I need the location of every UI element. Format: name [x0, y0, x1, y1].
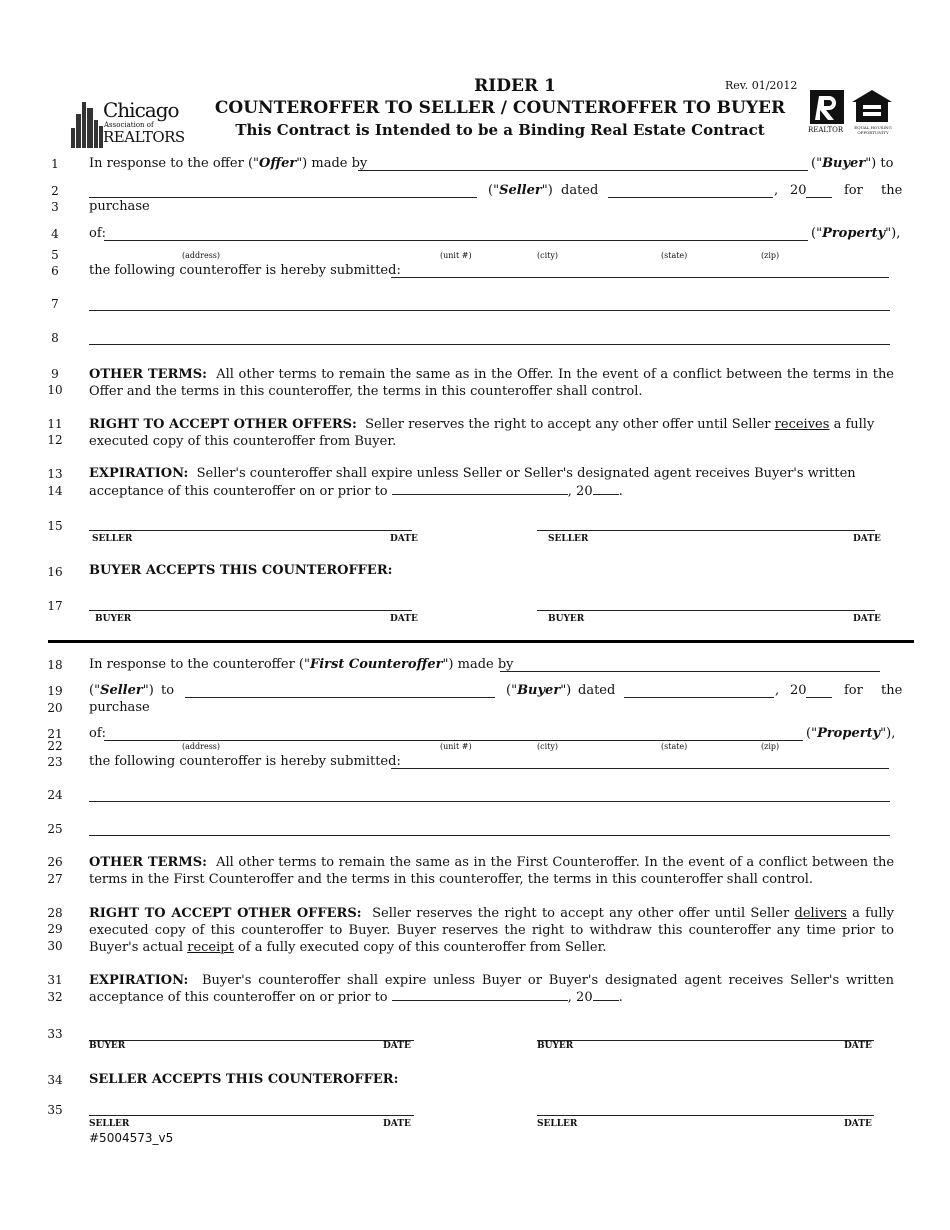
sig-label-date: DATE — [844, 1041, 872, 1051]
s1-property-address-field[interactable] — [104, 240, 808, 241]
s2-intro-text — [89, 657, 514, 672]
s2-first-counteroffer-term: First Counteroffer — [309, 657, 443, 672]
s1-property-label — [811, 226, 900, 241]
line-number: 4 — [51, 227, 59, 241]
of-label: of: — [89, 226, 107, 241]
s2-counteroffer-field-1[interactable] — [391, 768, 889, 769]
s2-submitted-text: the following counteroffer is hereby submitted: — [89, 754, 401, 769]
s1-accept-heading: BUYER ACCEPTS THIS COUNTEROFFER: — [89, 563, 393, 578]
sig-label-buyer: BUYER — [548, 614, 585, 624]
sig-label-date: DATE — [853, 614, 881, 624]
s1-seller-label — [488, 183, 553, 198]
section-divider — [48, 640, 914, 643]
page-tagline: This Contract is Intended to be a Binding Real Estate Contract — [235, 121, 765, 139]
comma: , — [567, 990, 572, 1005]
open-quote: (" — [89, 683, 101, 698]
unit-label: (unit #) — [440, 742, 472, 751]
s1-counteroffer-field-2[interactable] — [89, 310, 890, 311]
line-number: 26 — [47, 855, 63, 869]
purchase-word: purchase — [89, 199, 150, 214]
address-label: (address) — [182, 742, 221, 751]
line-number: 27 — [47, 872, 63, 886]
line-number: 1 — [51, 157, 59, 171]
s2-seller-label — [89, 683, 154, 698]
s1-intro-mid: ") made by — [296, 156, 368, 171]
line-number: 11 — [47, 417, 63, 431]
year-prefix: 20 — [790, 183, 807, 198]
s2-intro-mid: ") made by — [442, 657, 514, 672]
close-quote: ") — [865, 156, 877, 171]
line-number: 24 — [47, 788, 63, 802]
state-label: (state) — [661, 251, 688, 260]
sig-label-date: DATE — [853, 534, 881, 544]
to-word: to — [161, 683, 175, 698]
s2-made-by-field[interactable] — [500, 671, 880, 672]
sig-label-seller: SELLER — [537, 1119, 578, 1129]
line-number: 34 — [47, 1073, 63, 1087]
s2-expiration-date-field[interactable] — [392, 989, 568, 1001]
s1-right-to-accept — [89, 416, 879, 450]
line-number: 30 — [47, 939, 63, 953]
year-prefix: 20 — [790, 683, 807, 698]
s1-intro-text — [89, 156, 367, 171]
skyline-icon — [70, 96, 104, 148]
line-number: 28 — [47, 906, 63, 920]
s2-right-to-accept — [89, 905, 894, 956]
line-number: 19 — [47, 684, 63, 698]
sig-label-seller: SELLER — [92, 534, 133, 544]
line-number: 2 — [51, 184, 59, 198]
s2-right-body-u: delivers — [794, 906, 847, 921]
s1-submitted-text: the following counteroffer is hereby submitted: — [89, 263, 401, 278]
s1-offer-made-by-field[interactable] — [358, 170, 808, 171]
line-number: 25 — [47, 822, 63, 836]
document-id: #5004573_v5 — [89, 1131, 174, 1145]
s1-right-body-b: a fully executed copy of this counteroffer from Buyer. — [89, 417, 875, 449]
page-title: RIDER 1 — [474, 76, 556, 96]
realtor-logo — [808, 88, 846, 136]
property-term: Property — [822, 226, 886, 241]
page-subtitle: COUNTEROFFER TO SELLER / COUNTEROFFER TO BUYER — [214, 98, 786, 118]
line-number: 9 — [51, 367, 59, 381]
logo-line3: REALTORS — [103, 128, 185, 146]
close-quote: ") — [541, 183, 553, 198]
s2-right-body-u2: receipt — [187, 940, 234, 955]
line-number: 5 — [51, 248, 59, 262]
s1-right-head: RIGHT TO ACCEPT OTHER OFFERS: — [89, 417, 357, 432]
open-quote: (" — [811, 226, 823, 241]
comma: , — [775, 683, 780, 698]
s2-buyer-name-field[interactable] — [185, 697, 495, 698]
line-number: 10 — [47, 383, 63, 397]
s1-other-terms — [89, 366, 894, 400]
address-label: (address) — [182, 251, 221, 260]
s2-seller-signature-1[interactable] — [89, 1115, 414, 1116]
s2-year-field[interactable] — [806, 697, 832, 698]
s1-counteroffer-field-1[interactable] — [391, 277, 889, 278]
s1-seller-signature-2[interactable] — [537, 530, 875, 531]
for-the-text: for the — [844, 183, 903, 198]
comma: , — [774, 183, 779, 198]
logo-line1: Chicago — [103, 98, 179, 122]
s2-right-body-c: of a fully executed copy of this counteroffer from Seller. — [237, 940, 607, 955]
sig-label-date: DATE — [383, 1041, 411, 1051]
line-number: 15 — [47, 519, 63, 533]
s1-seller-name-field[interactable] — [89, 197, 477, 198]
sig-label-buyer: BUYER — [89, 1041, 126, 1051]
period: . — [618, 484, 623, 499]
s1-year-field[interactable] — [806, 197, 832, 198]
s1-right-body-a: Seller reserves the right to accept any other offer until Seller — [365, 417, 771, 432]
comma: , — [896, 226, 901, 241]
s1-intro-prefix: In response to the offer (" — [89, 156, 259, 171]
s1-other-terms-head: OTHER TERMS: — [89, 367, 207, 382]
open-quote: (" — [506, 683, 518, 698]
s2-exp-body-a: Buyer's counteroffer shall expire unless Buyer or Buyer's designated agent receives Seller's written acceptance of this counteroffer on or prior to — [89, 973, 894, 1005]
open-quote: (" — [811, 156, 823, 171]
line-number: 33 — [47, 1027, 63, 1041]
buyer-term: Buyer — [822, 156, 866, 171]
open-quote: (" — [806, 726, 818, 741]
sig-label-buyer: BUYER — [537, 1041, 574, 1051]
eho-text: EQUAL HOUSING OPPORTUNITY — [854, 125, 892, 135]
s1-buyer-label — [811, 156, 893, 171]
s1-counteroffer-field-3[interactable] — [89, 344, 890, 345]
close-quote: ") — [560, 683, 572, 698]
s2-buyer-signature-2[interactable] — [537, 1040, 874, 1041]
close-quote: ") — [142, 683, 154, 698]
s1-expiration-year-field[interactable] — [593, 483, 619, 495]
line-number: 8 — [51, 331, 59, 345]
revision-label: Rev. 01/2012 — [725, 79, 798, 92]
s1-exp-head: EXPIRATION: — [89, 466, 189, 481]
s1-expiration-line2 — [89, 483, 623, 499]
s1-expiration — [89, 466, 856, 481]
s2-seller-signature-2[interactable] — [537, 1115, 874, 1116]
seller-term: Seller — [499, 183, 542, 198]
s2-property-label — [806, 726, 895, 741]
s2-right-head: RIGHT TO ACCEPT OTHER OFFERS: — [89, 906, 362, 921]
equal-housing-logo — [850, 88, 896, 136]
s2-right-body-b: a fully executed copy of this counteroffer to Buyer. Buyer reserves the right to withdraw this counteroffer any time prior to Buyer's actual — [89, 906, 895, 955]
s2-dated-field[interactable] — [624, 697, 774, 698]
zip-label: (zip) — [761, 742, 780, 751]
dated-word: dated — [578, 683, 616, 698]
s2-counteroffer-field-3[interactable] — [89, 835, 890, 836]
line-number: 16 — [47, 565, 63, 579]
line-number: 12 — [47, 433, 63, 447]
close-quote: ") — [880, 726, 892, 741]
close-quote: ") — [885, 226, 897, 241]
line-number: 17 — [47, 599, 63, 613]
line-number: 22 — [47, 739, 63, 753]
s1-exp-body-b: acceptance of this counteroffer on or prior to — [89, 484, 388, 499]
sig-label-date: DATE — [390, 614, 418, 624]
s2-expiration-year-field[interactable] — [593, 989, 619, 1001]
buyer-term: Buyer — [517, 683, 561, 698]
line-number: 21 — [47, 727, 63, 741]
line-number: 14 — [47, 484, 63, 498]
realtor-mark-text: REALTOR — [808, 126, 844, 134]
to-word: to — [880, 156, 894, 171]
s2-accept-heading: SELLER ACCEPTS THIS COUNTEROFFER: — [89, 1072, 399, 1087]
s2-exp-head: EXPIRATION: — [89, 973, 189, 988]
s2-other-terms — [89, 854, 894, 888]
s2-other-terms-body: All other terms to remain the same as in the First Counteroffer. In the event of a conflict between the terms in the First Counteroffer and the terms in this counteroffer, the terms in this counteroffer shall control. — [89, 855, 895, 887]
realtor-r-icon — [808, 88, 846, 126]
s2-property-address-field[interactable] — [104, 740, 803, 741]
s1-offer-term: Offer — [259, 156, 297, 171]
open-quote: (" — [488, 183, 500, 198]
s2-other-terms-head: OTHER TERMS: — [89, 855, 207, 870]
s1-expiration-date-field[interactable] — [392, 483, 568, 495]
comma: , — [891, 726, 896, 741]
s1-buyer-signature-2[interactable] — [537, 610, 875, 611]
s1-exp-body-a: Seller's counteroffer shall expire unless Seller or Seller's designated agent receives Buyer's written — [196, 466, 856, 481]
line-number: 18 — [47, 658, 63, 672]
equal-housing-icon — [850, 88, 894, 124]
period: . — [618, 990, 623, 1005]
s2-right-body-a: Seller reserves the right to accept any other offer until Seller — [372, 906, 790, 921]
s2-buyer-label — [506, 683, 571, 698]
year-prefix: 20 — [576, 990, 593, 1005]
comma: , — [567, 484, 572, 499]
s2-intro-prefix: In response to the counteroffer (" — [89, 657, 310, 672]
of-label: of: — [89, 726, 107, 741]
s2-counteroffer-field-2[interactable] — [89, 801, 890, 802]
line-number: 3 — [51, 200, 59, 214]
line-number: 6 — [51, 264, 59, 278]
chicago-realtors-logo — [70, 96, 185, 152]
sig-label-seller: SELLER — [548, 534, 589, 544]
purchase-word: purchase — [89, 700, 150, 715]
year-prefix: 20 — [576, 484, 593, 499]
s2-buyer-signature-1[interactable] — [89, 1040, 414, 1041]
line-number: 23 — [47, 755, 63, 769]
logo-line2: Association of — [104, 121, 154, 129]
line-number: 20 — [47, 701, 63, 715]
line-number: 32 — [47, 990, 63, 1004]
sig-label-date: DATE — [383, 1119, 411, 1129]
s2-expiration — [89, 972, 894, 1006]
sig-label-date: DATE — [390, 534, 418, 544]
city-label: (city) — [537, 742, 559, 751]
line-number: 31 — [47, 973, 63, 987]
city-label: (city) — [537, 251, 559, 260]
s1-right-body-u: receives — [774, 417, 830, 432]
sig-label-date: DATE — [844, 1119, 872, 1129]
zip-label: (zip) — [761, 251, 780, 260]
sig-label-buyer: BUYER — [95, 614, 132, 624]
line-number: 13 — [47, 467, 63, 481]
s1-other-terms-body: All other terms to remain the same as in the Offer. In the event of a conflict between the terms in the Offer and the terms in this counteroffer, the terms in this counteroffer shall control. — [89, 367, 895, 399]
s1-dated-field[interactable] — [608, 197, 773, 198]
for-the-text: for the — [844, 683, 903, 698]
line-number: 35 — [47, 1103, 63, 1117]
line-number: 29 — [47, 922, 63, 936]
property-term: Property — [817, 726, 881, 741]
seller-term: Seller — [100, 683, 143, 698]
unit-label: (unit #) — [440, 251, 472, 260]
sig-label-seller: SELLER — [89, 1119, 130, 1129]
state-label: (state) — [661, 742, 688, 751]
dated-word: dated — [561, 183, 599, 198]
s1-buyer-signature-1[interactable] — [89, 610, 412, 611]
line-number: 7 — [51, 297, 59, 311]
s1-seller-signature-1[interactable] — [89, 530, 412, 531]
